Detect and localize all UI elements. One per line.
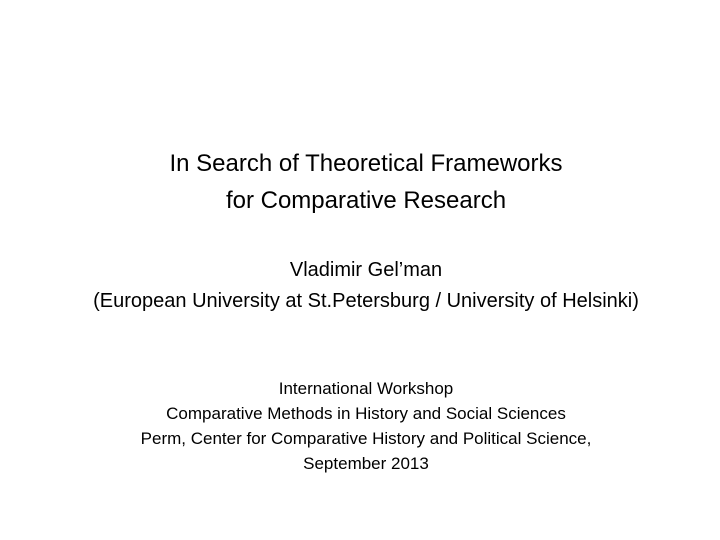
event-name: International Workshop [278,379,454,398]
author-name: Vladimir Gel’man [289,259,443,281]
event-info [0,376,720,476]
author-affiliation: (European University at St.Petersburg / University of Helsinki) [93,290,639,312]
title-line-2: for Comparative Research [225,187,507,214]
event-date: September 2013 [303,454,429,473]
presentation-title [0,145,720,219]
author-info [0,255,720,317]
event-location: Perm, Center for Comparative History and Political Science, [140,429,592,448]
event-theme: Comparative Methods in History and Social Sciences [166,404,566,423]
title-line-1: In Search of Theoretical Frameworks [169,150,563,177]
